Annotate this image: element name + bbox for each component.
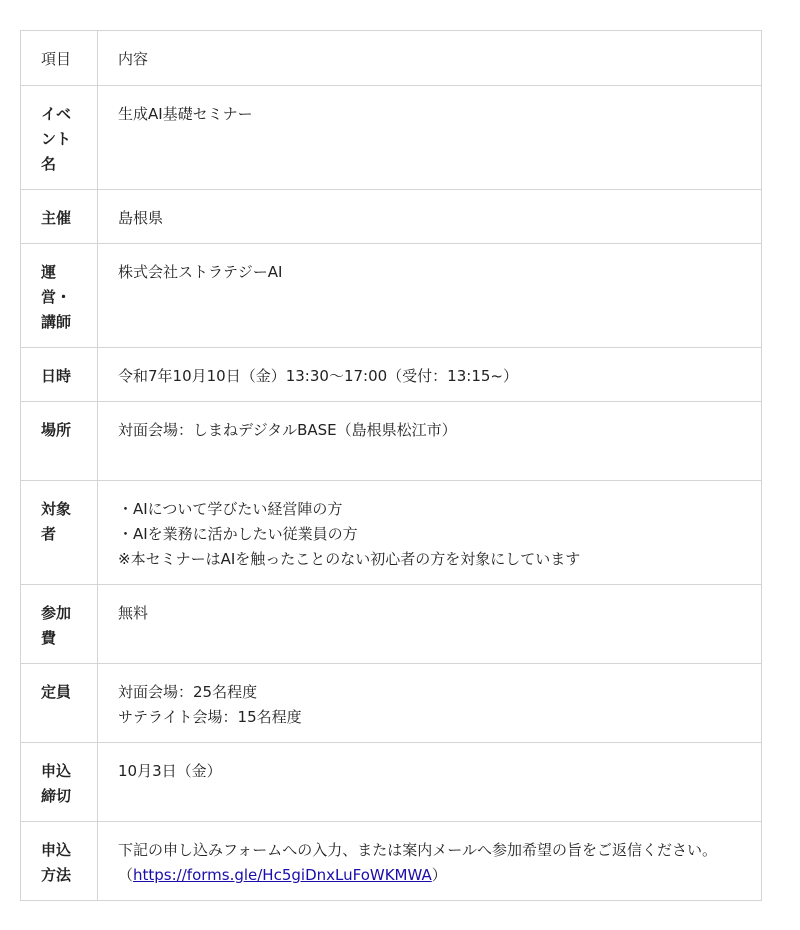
row-label: イベント名	[21, 86, 98, 190]
table-row-capacity	[21, 664, 762, 743]
value-line: ※本セミナーはAIを触ったことのない初心者の方を対象にしています	[118, 550, 581, 568]
value-line: サテライト会場：15名程度	[118, 708, 302, 726]
table-header-row	[21, 31, 762, 86]
value-line: 無料	[118, 604, 149, 622]
application-text-close: ）	[431, 866, 447, 884]
row-label: 場所	[21, 402, 98, 481]
value-line: 島根県	[118, 209, 164, 227]
table-row-venue	[21, 402, 762, 481]
table-row-target-audience	[21, 481, 762, 585]
row-value	[98, 190, 762, 244]
value-line: ・AIを業務に活かしたい従業員の方	[118, 525, 358, 543]
row-label: 対象者	[21, 481, 98, 585]
row-value	[98, 86, 762, 190]
row-value	[98, 244, 762, 348]
row-label: 申込締切	[21, 743, 98, 822]
value-line: 株式会社ストラテジーAI	[118, 263, 283, 281]
table-row-application-method	[21, 822, 762, 901]
row-value	[98, 585, 762, 664]
event-info-table	[20, 30, 762, 901]
application-form-link[interactable]: https://forms.gle/Hc5giDnxLuFoWKMWA	[133, 866, 432, 884]
row-label: 申込方法	[21, 822, 98, 901]
header-value-cell: 内容	[98, 31, 762, 86]
value-line: ・AIについて学びたい経営陣の方	[118, 500, 343, 518]
header-label-cell: 項目	[21, 31, 98, 86]
row-value	[98, 743, 762, 822]
table-row-fee	[21, 585, 762, 664]
value-line: 生成AI基礎セミナー	[118, 105, 253, 123]
table-row-event-name	[21, 86, 762, 190]
value-line: 10月3日（金）	[118, 762, 222, 780]
value-line: 対面会場：25名程度	[118, 683, 258, 701]
table-row-operator-lecturer	[21, 244, 762, 348]
row-label: 主催	[21, 190, 98, 244]
table-row-deadline	[21, 743, 762, 822]
row-value	[98, 348, 762, 402]
row-value	[98, 481, 762, 585]
row-value	[98, 402, 762, 481]
table-row-datetime	[21, 348, 762, 402]
application-text: 下記の申し込みフォームへの入力、または案内メールへ参加希望の旨をご返信ください。（	[118, 841, 717, 884]
table-row-organizer	[21, 190, 762, 244]
row-value	[98, 664, 762, 743]
value-line: 対面会場：しまねデジタルBASE（島根県松江市）	[118, 421, 457, 439]
row-label: 運営・講師	[21, 244, 98, 348]
row-label: 定員	[21, 664, 98, 743]
value-line: 令和7年10月10日（金）13:30〜17:00（受付：13:15~）	[118, 367, 518, 385]
row-value	[98, 822, 762, 901]
row-label: 参加費	[21, 585, 98, 664]
row-label: 日時	[21, 348, 98, 402]
